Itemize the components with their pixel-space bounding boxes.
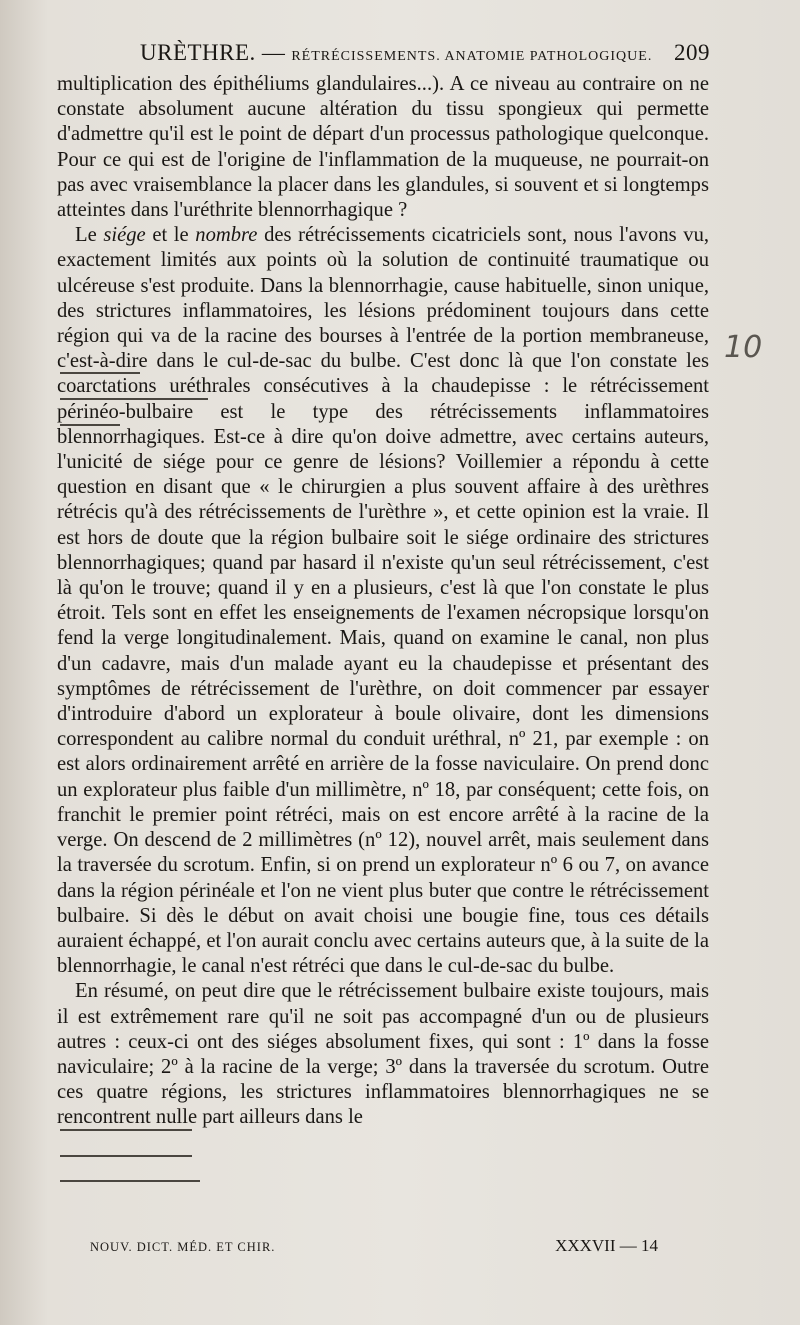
header-subtitle: RÉTRÉCISSEMENTS. ANATOMIE PATHOLOGIQUE. bbox=[291, 49, 653, 64]
pencil-underline-6 bbox=[60, 1180, 200, 1182]
footer-signature: NOUV. DICT. MÉD. ET CHIR. bbox=[90, 1240, 276, 1254]
emphasis-nombre: nombre bbox=[195, 224, 258, 247]
paragraph-2-mid: et le bbox=[145, 224, 196, 247]
page-footer bbox=[90, 1236, 680, 1260]
pencil-underline-5 bbox=[60, 1155, 192, 1157]
header-dash: — bbox=[261, 40, 286, 65]
paragraph-3: En résumé, on peut dire que le rétrécissement bulbaire existe toujours, mais il est extrêmement rare qu'il ne soit pas accompagné d'un ou de plusieurs autres : ceux-ci ont des siéges absolument fixes, qui sont : 1º dans la fosse naviculaire; 2º à la racine de la verge; 3º dans la traversée du scrotum. Outre ces quatre régions, les strictures inflammatoires blennorrhagiques ne se rencontrent nulle part ailleurs dans le bbox=[57, 980, 709, 1129]
page-number: 209 bbox=[674, 40, 710, 65]
header-section: URÈTHRE. bbox=[140, 40, 256, 65]
footer-volume: XXXVII — 14 bbox=[555, 1236, 658, 1255]
pencil-underline-3 bbox=[60, 424, 120, 426]
header-title bbox=[140, 40, 652, 66]
pencil-underline-4 bbox=[60, 1129, 192, 1131]
handwritten-margin-note: 10 bbox=[724, 330, 763, 365]
paragraph-1: multiplication des épithéliums glandulaires...). A ce niveau au contraire on ne constate absolument aucune altération du tissu spongieux qui permette d'admettre qu'il est le point de départ d'un processus pathologique quelconque. Pour ce qui est de l'origine de l'inflammation de la muqueuse, ne pourrait-on pas avec vraisemblance la placer dans les glandules, si souvent et si longtemps atteintes dans l'uréthrite blennorrhagique ? bbox=[57, 73, 709, 222]
emphasis-siege: siége bbox=[103, 224, 146, 247]
pencil-underline-2 bbox=[60, 398, 208, 400]
paragraph-2-text: des rétrécissements cicatriciels sont, nous l'avons vu, exactement limités aux points où la solution de continuité traumatique ou ulcéreuse s'est produite. Dans la blennorrhagie, cause habituelle, sinon unique, des strictures inflammatoires, les lésions prédominent toujours dans cette région qui va de la racine des bourses à l'entrée de la portion membraneuse, c'est-à-dire dans le cul-de-sac du bulbe. C'est donc là que l'on constate les coarctations uréthrales consécutives à la chaudepisse : le rétrécissement périnéo-bulbaire est le type des rétrécissements inflammatoires blennorrhagiques. Est-ce à dire qu'on doive admettre, avec certains auteurs, l'unicité de siége pour ce genre de lésions? Voillemier a répondu à cette question en disant que « le chirurgien a plus souvent affaire à des urèthres rétrécis qu'à des rétrécissements de l'urèthre », et cette opinion est la vraie. Il est hors de doute que la région bulbaire soit le siége ordinaire des strictures blennorrhagiques; quand par hasard il n'existe qu'un seul rétrécissement, c'est là qu'on le trouve; quand il y en a plusieurs, c'est là que l'on constate le plus étroit. Tels sont en effet les enseignements de l'examen nécropsique lorsqu'on fend la verge longitudinalement. Mais, quand on examine le canal, non plus d'un cadavre, mais d'un malade ayant eu la chaudepisse et présentant des symptômes de rétrécissement de l'urèthre, on doit commencer par essayer d'introduire d'abord un explorateur à boule olivaire, dont les dimensions correspondent au calibre normal du conduit uréthral, nº 21, par exemple : on est alors ordinairement arrêté en arrière de la fosse naviculaire. On prend donc un explorateur plus faible d'un millimètre, nº 18, par conséquent; cette fois, on franchit le premier point rétréci, mais on est encore arrêté à la racine de la verge. On descend de 2 millimètres (nº 12), nouvel arrêt, mais seulement dans la traversée du scrotum. Enfin, si on prend un explorateur nº 6 ou 7, on avance dans la région périnéale et l'on ne vient plus buter que contre le rétrécissement bulbaire. Si dès le début on avait choisi une bougie fine, tous ces détails auraient échappé, et l'on aurait conclu avec certains auteurs que, à la suite de la blennorrhagie, le canal n'est rétréci que dans le cul-de-sac du bulbe. bbox=[57, 224, 710, 978]
body-text bbox=[57, 72, 709, 1131]
paragraph-2-lead: Le bbox=[75, 224, 104, 247]
running-header bbox=[140, 40, 710, 70]
paragraph-2 bbox=[57, 223, 709, 979]
pencil-underline-1 bbox=[60, 372, 140, 374]
